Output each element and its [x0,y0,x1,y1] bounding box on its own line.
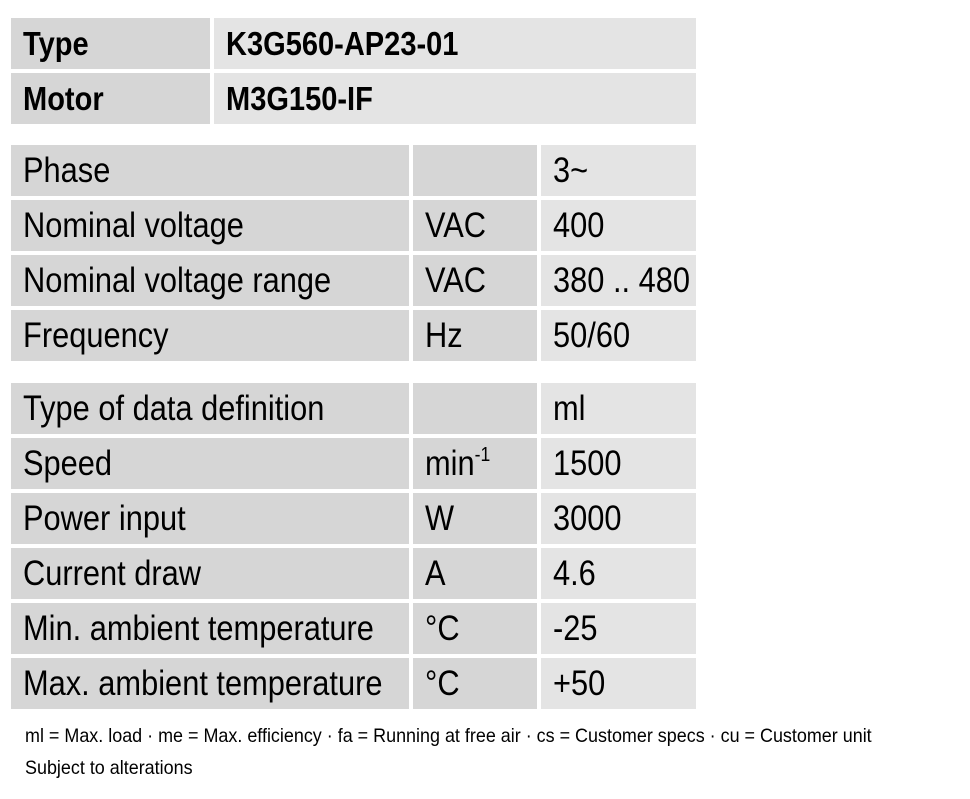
table-row [11,383,696,434]
motor-label: Motor [23,79,104,117]
row-unit-cell [413,493,537,544]
row-unit-wrap [425,444,490,484]
row-value-cell [541,438,696,489]
type-value: K3G560-AP23-01 [226,24,459,62]
table-row [11,200,696,251]
row-unit-cell [413,658,537,709]
row-unit-cell [413,145,537,196]
motor-value: M3G150-IF [226,79,373,117]
row-value-cell [541,383,696,434]
table-row [11,145,696,196]
operating-data-table [11,383,696,709]
row-label-cell [11,548,409,599]
row-label-cell [11,145,409,196]
row-label-cell [11,658,409,709]
row-unit-cell [413,548,537,599]
table-row [11,603,696,654]
row-value: 380 .. 480 [553,260,691,300]
motor-label-cell [11,73,210,124]
row-unit-cell [413,310,537,361]
electrical-table [11,145,696,361]
type-label: Type [23,24,89,62]
table-row [11,493,696,544]
row-label: Frequency [23,315,169,355]
row-value: +50 [553,663,606,703]
row-label: Max. ambient temperature [23,663,383,703]
table-row [11,658,696,709]
row-value: 1500 [553,443,622,483]
row-unit-cell [413,438,537,489]
row-value-cell [541,548,696,599]
row-label-cell [11,438,409,489]
row-unit: Hz [425,315,463,355]
row-value: -25 [553,608,598,648]
row-value: 3~ [553,150,589,190]
motor-value-cell [214,73,696,124]
type-motor-table [11,18,696,124]
type-row [11,18,696,69]
row-label-cell [11,200,409,251]
footer-note: Subject to alterations [25,757,193,779]
footer-legend: ml = Max. load · me = Max. efficiency · fa = Running at free air · cs = Customer specs · cu = Customer unit [25,725,872,747]
row-value-cell [541,145,696,196]
row-label-cell [11,310,409,361]
table-row [11,255,696,306]
row-value: ml [553,388,586,428]
row-label-cell [11,255,409,306]
row-value-cell [541,658,696,709]
row-value-cell [541,200,696,251]
table-row [11,310,696,361]
row-unit: min [425,443,475,483]
row-value: 3000 [553,498,622,538]
type-value-cell [214,18,696,69]
row-label: Power input [23,498,186,538]
footer [25,720,945,784]
row-label: Type of data definition [23,388,325,428]
row-label: Min. ambient temperature [23,608,374,648]
row-label: Nominal voltage range [23,260,332,300]
row-label-cell [11,603,409,654]
row-label: Phase [23,150,111,190]
row-label: Nominal voltage [23,205,244,245]
row-value: 4.6 [553,553,596,593]
row-unit: A [425,553,446,593]
table-row [11,438,696,489]
motor-row [11,73,696,124]
row-label-cell [11,383,409,434]
row-unit: °C [425,608,460,648]
table-row [11,548,696,599]
row-unit: W [425,498,455,538]
row-unit-exponent: -1 [474,443,491,466]
row-value-cell [541,255,696,306]
row-label: Current draw [23,553,202,593]
row-value: 50/60 [553,315,631,355]
row-value: 400 [553,205,605,245]
row-unit-cell [413,255,537,306]
row-unit: VAC [425,205,487,245]
row-label-cell [11,493,409,544]
type-label-cell [11,18,210,69]
row-label: Speed [23,443,113,483]
row-unit-cell [413,383,537,434]
row-unit: VAC [425,260,487,300]
row-unit: °C [425,663,460,703]
row-unit-cell [413,200,537,251]
row-value-cell [541,310,696,361]
row-value-cell [541,493,696,544]
row-unit-cell [413,603,537,654]
row-value-cell [541,603,696,654]
